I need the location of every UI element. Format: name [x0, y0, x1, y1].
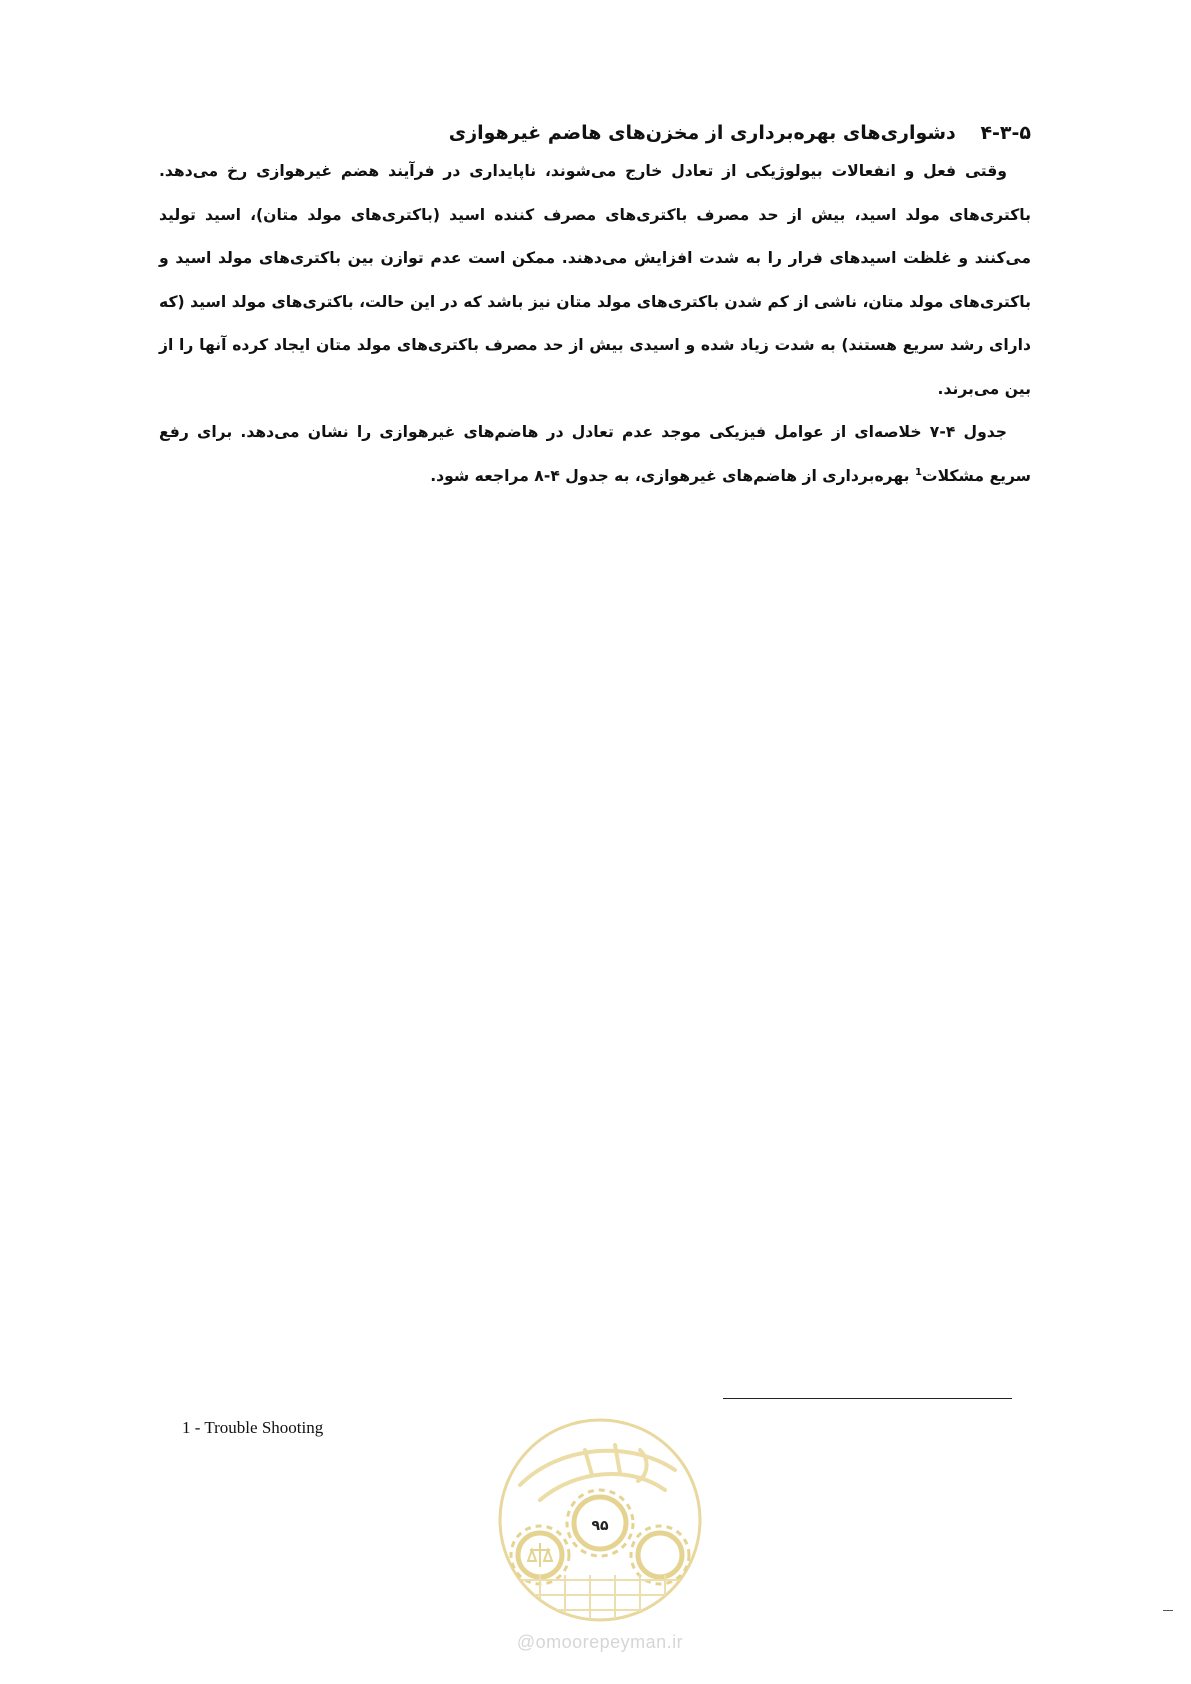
section-heading: [159, 118, 1031, 148]
paragraph-1: وقتی فعل و انفعالات بیولوژیکی از تعادل خارج می‌شوند، ناپایداری در فرآیند هضم غیرهوازی رخ می‌دهد. باکتری‌های مولد اسید، بیش از حد مصرف باکتری‌های مصرف کننده اسید (باکتری‌های مولد متان)، اسید تولید می‌کنند و غلظت اسیدهای فرار را به شدت افزایش می‌دهند. ممکن است عدم توازن بین باکتری‌های مولد اسید و باکتری‌های مولد متان، ناشی از کم شدن باکتری‌های مولد متان نیز باشد که در این حالت، باکتری‌های مولد اسید (که دارای رشد سریع هستند) به شدت زیاد شده و اسیدی بیش از حد مصرف باکتری‌های مولد متان ایجاد کرده آنها را از بین می‌برند.: [159, 162, 1031, 398]
page-number: ۹۵: [591, 1518, 609, 1534]
footnote-divider: [723, 1398, 1012, 1399]
paragraph-2-text-before: جدول ۴-۷ خلاصه‌ای از عوامل فیزیکی موجد عدم تعادل در هاضم‌های غیرهوازی را نشان می‌دهد. برای رفع سریع مشکلات: [159, 423, 1031, 485]
paragraph-2-text-after: بهره‌برداری از هاضم‌های غیرهوازی، به جدول ۴-۸ مراجعه شود.: [430, 466, 915, 485]
paragraph-2: [159, 411, 1031, 498]
main-content: [159, 118, 1031, 498]
section-title: دشواری‌های بهره‌برداری از مخزن‌های هاضم غیرهوازی: [448, 122, 956, 144]
watermark-site-text: @omoorepeyman.ir: [516, 1632, 684, 1652]
footnote-text: 1 - Trouble Shooting: [182, 1418, 324, 1437]
footnote-reference: 1: [914, 466, 922, 478]
margin-mark: [1163, 1610, 1173, 1611]
section-number: ۴-۳-۵: [980, 122, 1031, 144]
